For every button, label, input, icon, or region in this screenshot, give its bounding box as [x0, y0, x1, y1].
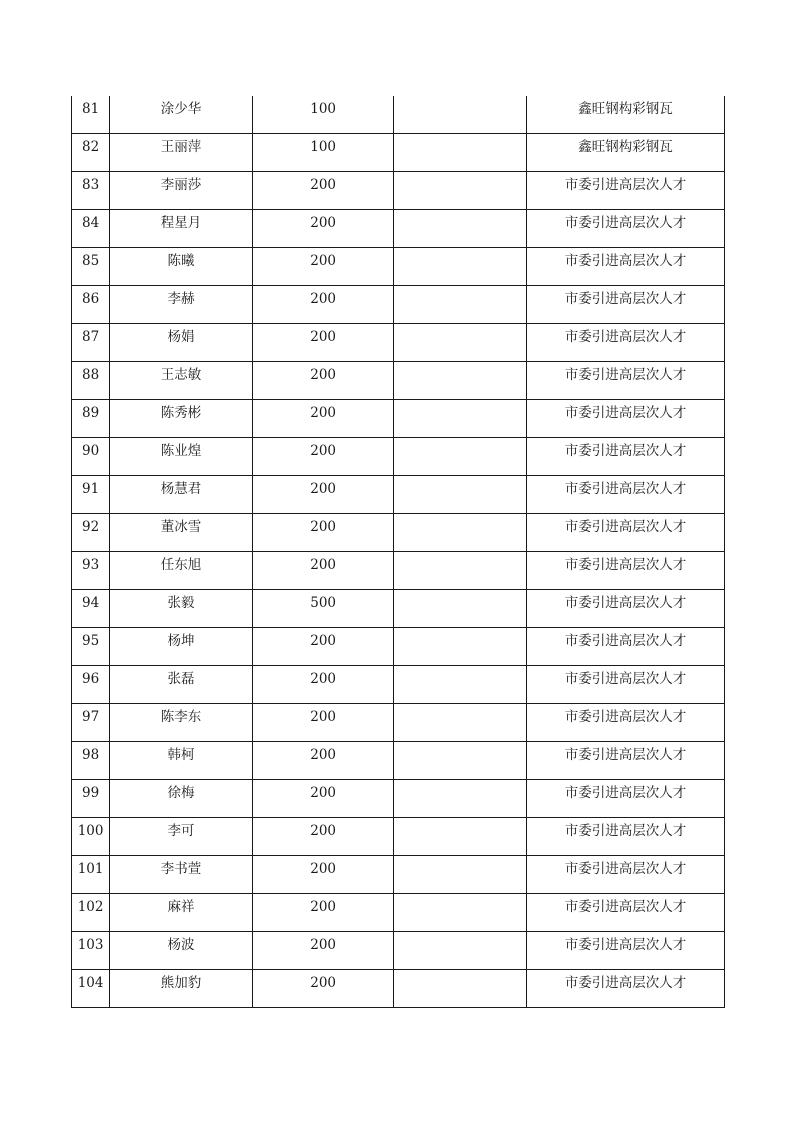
row-number-cell-text: 96 [81, 671, 100, 687]
unit-cell [527, 514, 725, 552]
row-number-cell-text: 86 [81, 291, 100, 307]
amount-cell-text: 200 [310, 253, 337, 269]
table-row [72, 742, 725, 780]
name-cell-text: 陈李东 [160, 709, 202, 725]
row-number-cell [72, 590, 110, 628]
unit-cell [527, 324, 725, 362]
table-row [72, 514, 725, 552]
name-cell-text: 陈秀彬 [160, 405, 202, 421]
row-number-cell [72, 666, 110, 704]
table-row [72, 172, 725, 210]
note-cell [394, 248, 527, 286]
name-cell-text: 杨坤 [167, 633, 195, 649]
row-number-cell [72, 894, 110, 932]
note-cell-text [394, 932, 526, 939]
unit-cell-text: 市委引进高层次人才 [564, 975, 687, 991]
name-cell-text: 陈曦 [167, 253, 195, 269]
unit-cell [527, 970, 725, 1008]
name-cell [110, 210, 253, 248]
note-cell-text [394, 552, 526, 559]
row-number-cell-text: 82 [81, 139, 100, 155]
row-number-cell [72, 438, 110, 476]
note-cell [394, 818, 527, 856]
row-number-cell [72, 780, 110, 818]
amount-cell [252, 970, 394, 1008]
row-number-cell-text: 89 [81, 405, 100, 421]
name-cell-text: 李赫 [167, 291, 195, 307]
name-cell-text: 徐梅 [167, 785, 195, 801]
unit-cell-text: 市委引进高层次人才 [564, 785, 687, 801]
amount-cell [252, 932, 394, 970]
table-row [72, 400, 725, 438]
amount-cell [252, 362, 394, 400]
unit-cell [527, 628, 725, 666]
amount-cell-text: 200 [310, 215, 337, 231]
amount-cell [252, 438, 394, 476]
amount-cell [252, 400, 394, 438]
table-row [72, 324, 725, 362]
name-cell-text: 王志敏 [160, 367, 202, 383]
amount-cell-text: 100 [310, 101, 337, 117]
note-cell-text [394, 818, 526, 825]
note-cell [394, 590, 527, 628]
unit-cell [527, 856, 725, 894]
row-number-cell [72, 286, 110, 324]
table-row [72, 96, 725, 134]
note-cell-text [394, 96, 526, 103]
amount-cell-text: 200 [310, 177, 337, 193]
note-cell-text [394, 248, 526, 255]
table-row [72, 780, 725, 818]
note-cell-text [394, 856, 526, 863]
name-cell [110, 286, 253, 324]
row-number-cell [72, 742, 110, 780]
table-row [72, 210, 725, 248]
row-number-cell-text: 94 [81, 595, 100, 611]
unit-cell-text: 市委引进高层次人才 [564, 177, 687, 193]
unit-cell-text: 市委引进高层次人才 [564, 595, 687, 611]
row-number-cell-text: 100 [77, 823, 104, 839]
amount-cell [252, 172, 394, 210]
amount-cell-text: 200 [310, 291, 337, 307]
name-cell-text: 王丽萍 [160, 139, 202, 155]
name-cell [110, 894, 253, 932]
note-cell-text [394, 590, 526, 597]
row-number-cell-text: 102 [77, 899, 104, 915]
row-number-cell-text: 93 [81, 557, 100, 573]
name-cell [110, 666, 253, 704]
row-number-cell-text: 87 [81, 329, 100, 345]
name-cell [110, 552, 253, 590]
unit-cell [527, 894, 725, 932]
table-row [72, 476, 725, 514]
note-cell [394, 400, 527, 438]
name-cell [110, 628, 253, 666]
table-row [72, 362, 725, 400]
note-cell-text [394, 476, 526, 483]
amount-cell [252, 134, 394, 172]
row-number-cell [72, 96, 110, 134]
row-number-cell-text: 92 [81, 519, 100, 535]
note-cell-text [394, 324, 526, 331]
amount-cell-text: 500 [310, 595, 337, 611]
row-number-cell-text: 83 [81, 177, 100, 193]
name-cell-text: 李可 [167, 823, 195, 839]
table-row [72, 932, 725, 970]
unit-cell [527, 400, 725, 438]
amount-cell [252, 742, 394, 780]
amount-cell-text: 200 [310, 633, 337, 649]
row-number-cell [72, 628, 110, 666]
table-row [72, 134, 725, 172]
row-number-cell [72, 324, 110, 362]
table-row [72, 438, 725, 476]
name-cell-text: 杨波 [167, 937, 195, 953]
note-cell [394, 514, 527, 552]
row-number-cell-text: 104 [77, 975, 104, 991]
unit-cell [527, 286, 725, 324]
amount-cell-text: 200 [310, 443, 337, 459]
unit-cell [527, 666, 725, 704]
unit-cell-text: 市委引进高层次人才 [564, 405, 687, 421]
name-cell [110, 134, 253, 172]
note-cell [394, 552, 527, 590]
unit-cell [527, 932, 725, 970]
amount-cell-text: 200 [310, 367, 337, 383]
amount-cell [252, 210, 394, 248]
name-cell-text: 韩柯 [167, 747, 195, 763]
row-number-cell [72, 856, 110, 894]
amount-cell [252, 324, 394, 362]
amount-cell-text: 200 [310, 329, 337, 345]
note-cell-text [394, 780, 526, 787]
unit-cell-text: 市委引进高层次人才 [564, 291, 687, 307]
amount-cell-text: 200 [310, 747, 337, 763]
row-number-cell-text: 98 [81, 747, 100, 763]
note-cell-text [394, 894, 526, 901]
name-cell-text: 陈业煌 [160, 443, 202, 459]
name-cell [110, 780, 253, 818]
name-cell [110, 856, 253, 894]
amount-cell [252, 704, 394, 742]
row-number-cell-text: 97 [81, 709, 100, 725]
name-cell [110, 400, 253, 438]
table-row [72, 628, 725, 666]
row-number-cell-text: 84 [81, 215, 100, 231]
amount-cell-text: 200 [310, 785, 337, 801]
amount-cell-text: 200 [310, 823, 337, 839]
name-cell-text: 张磊 [167, 671, 195, 687]
table-body [72, 96, 725, 1008]
unit-cell-text: 市委引进高层次人才 [564, 481, 687, 497]
note-cell-text [394, 704, 526, 711]
note-cell-text [394, 666, 526, 673]
name-cell-text: 李书萱 [160, 861, 202, 877]
note-cell-text [394, 514, 526, 521]
table-row [72, 666, 725, 704]
note-cell [394, 666, 527, 704]
note-cell [394, 476, 527, 514]
unit-cell-text: 市委引进高层次人才 [564, 329, 687, 345]
amount-cell-text: 200 [310, 519, 337, 535]
note-cell [394, 628, 527, 666]
row-number-cell [72, 818, 110, 856]
unit-cell [527, 172, 725, 210]
name-cell [110, 96, 253, 134]
name-cell [110, 590, 253, 628]
name-cell [110, 932, 253, 970]
row-number-cell-text: 88 [81, 367, 100, 383]
name-cell-text: 董冰雪 [160, 519, 202, 535]
name-cell [110, 514, 253, 552]
name-cell [110, 970, 253, 1008]
name-cell [110, 362, 253, 400]
unit-cell-text: 市委引进高层次人才 [564, 367, 687, 383]
row-number-cell [72, 552, 110, 590]
name-cell [110, 248, 253, 286]
note-cell [394, 780, 527, 818]
amount-cell-text: 200 [310, 671, 337, 687]
table-row [72, 552, 725, 590]
unit-cell [527, 210, 725, 248]
unit-cell-text: 市委引进高层次人才 [564, 671, 687, 687]
note-cell-text [394, 134, 526, 141]
amount-cell-text: 200 [310, 481, 337, 497]
table-row [72, 856, 725, 894]
row-number-cell-text: 81 [81, 101, 100, 117]
unit-cell [527, 134, 725, 172]
amount-cell [252, 514, 394, 552]
amount-cell [252, 552, 394, 590]
name-cell-text: 程星月 [160, 215, 202, 231]
amount-cell-text: 200 [310, 861, 337, 877]
unit-cell-text: 市委引进高层次人才 [564, 215, 687, 231]
row-number-cell-text: 95 [81, 633, 100, 649]
row-number-cell [72, 400, 110, 438]
name-cell-text: 熊加豹 [160, 975, 202, 991]
unit-cell-text: 市委引进高层次人才 [564, 937, 687, 953]
name-cell [110, 818, 253, 856]
note-cell-text [394, 742, 526, 749]
unit-cell-text: 市委引进高层次人才 [564, 519, 687, 535]
unit-cell [527, 96, 725, 134]
table-row [72, 248, 725, 286]
amount-cell [252, 286, 394, 324]
unit-cell [527, 704, 725, 742]
unit-cell [527, 818, 725, 856]
name-cell [110, 476, 253, 514]
note-cell-text [394, 970, 526, 977]
note-cell [394, 96, 527, 134]
unit-cell [527, 476, 725, 514]
row-number-cell-text: 101 [77, 861, 104, 877]
note-cell-text [394, 172, 526, 179]
row-number-cell-text: 91 [81, 481, 100, 497]
amount-cell [252, 856, 394, 894]
unit-cell [527, 552, 725, 590]
note-cell [394, 210, 527, 248]
amount-cell-text: 200 [310, 557, 337, 573]
note-cell-text [394, 362, 526, 369]
note-cell [394, 286, 527, 324]
name-cell-text: 张毅 [167, 595, 195, 611]
unit-cell-text: 市委引进高层次人才 [564, 443, 687, 459]
donation-table [71, 96, 725, 1008]
row-number-cell [72, 210, 110, 248]
table-row [72, 818, 725, 856]
row-number-cell-text: 90 [81, 443, 100, 459]
name-cell-text: 李丽莎 [160, 177, 202, 193]
amount-cell [252, 666, 394, 704]
unit-cell [527, 780, 725, 818]
row-number-cell [72, 704, 110, 742]
table-row [72, 590, 725, 628]
note-cell-text [394, 628, 526, 635]
note-cell [394, 932, 527, 970]
amount-cell [252, 894, 394, 932]
note-cell [394, 324, 527, 362]
unit-cell [527, 438, 725, 476]
unit-cell-text: 鑫旺钢构彩钢瓦 [578, 101, 673, 117]
unit-cell [527, 742, 725, 780]
name-cell-text: 任东旭 [160, 557, 202, 573]
unit-cell-text: 市委引进高层次人才 [564, 899, 687, 915]
name-cell [110, 172, 253, 210]
row-number-cell [72, 932, 110, 970]
name-cell [110, 324, 253, 362]
amount-cell [252, 590, 394, 628]
amount-cell-text: 200 [310, 709, 337, 725]
row-number-cell-text: 85 [81, 253, 100, 269]
note-cell [394, 438, 527, 476]
name-cell [110, 742, 253, 780]
amount-cell-text: 200 [310, 975, 337, 991]
row-number-cell [72, 362, 110, 400]
amount-cell [252, 476, 394, 514]
row-number-cell [72, 970, 110, 1008]
unit-cell [527, 590, 725, 628]
name-cell-text: 涂少华 [160, 101, 202, 117]
note-cell [394, 172, 527, 210]
table-row [72, 704, 725, 742]
row-number-cell [72, 476, 110, 514]
note-cell-text [394, 438, 526, 445]
unit-cell-text: 市委引进高层次人才 [564, 557, 687, 573]
note-cell-text [394, 210, 526, 217]
unit-cell-text: 市委引进高层次人才 [564, 253, 687, 269]
table-row [72, 894, 725, 932]
unit-cell [527, 362, 725, 400]
note-cell [394, 362, 527, 400]
unit-cell-text: 鑫旺钢构彩钢瓦 [578, 139, 673, 155]
note-cell-text [394, 286, 526, 293]
unit-cell-text: 市委引进高层次人才 [564, 633, 687, 649]
row-number-cell [72, 514, 110, 552]
name-cell-text: 杨娟 [167, 329, 195, 345]
amount-cell-text: 200 [310, 937, 337, 953]
row-number-cell-text: 99 [81, 785, 100, 801]
note-cell [394, 704, 527, 742]
unit-cell-text: 市委引进高层次人才 [564, 747, 687, 763]
amount-cell-text: 200 [310, 899, 337, 915]
name-cell [110, 438, 253, 476]
amount-cell-text: 100 [310, 139, 337, 155]
amount-cell [252, 96, 394, 134]
note-cell-text [394, 400, 526, 407]
row-number-cell [72, 172, 110, 210]
table-row [72, 286, 725, 324]
unit-cell-text: 市委引进高层次人才 [564, 709, 687, 725]
note-cell [394, 856, 527, 894]
unit-cell-text: 市委引进高层次人才 [564, 823, 687, 839]
note-cell [394, 970, 527, 1008]
name-cell-text: 杨慧君 [160, 481, 202, 497]
row-number-cell-text: 103 [77, 937, 104, 953]
table-row [72, 970, 725, 1008]
name-cell-text: 麻祥 [167, 899, 195, 915]
note-cell [394, 134, 527, 172]
amount-cell [252, 818, 394, 856]
amount-cell [252, 628, 394, 666]
amount-cell-text: 200 [310, 405, 337, 421]
note-cell [394, 742, 527, 780]
row-number-cell [72, 248, 110, 286]
amount-cell [252, 780, 394, 818]
unit-cell-text: 市委引进高层次人才 [564, 861, 687, 877]
note-cell [394, 894, 527, 932]
name-cell [110, 704, 253, 742]
row-number-cell [72, 134, 110, 172]
unit-cell [527, 248, 725, 286]
amount-cell [252, 248, 394, 286]
